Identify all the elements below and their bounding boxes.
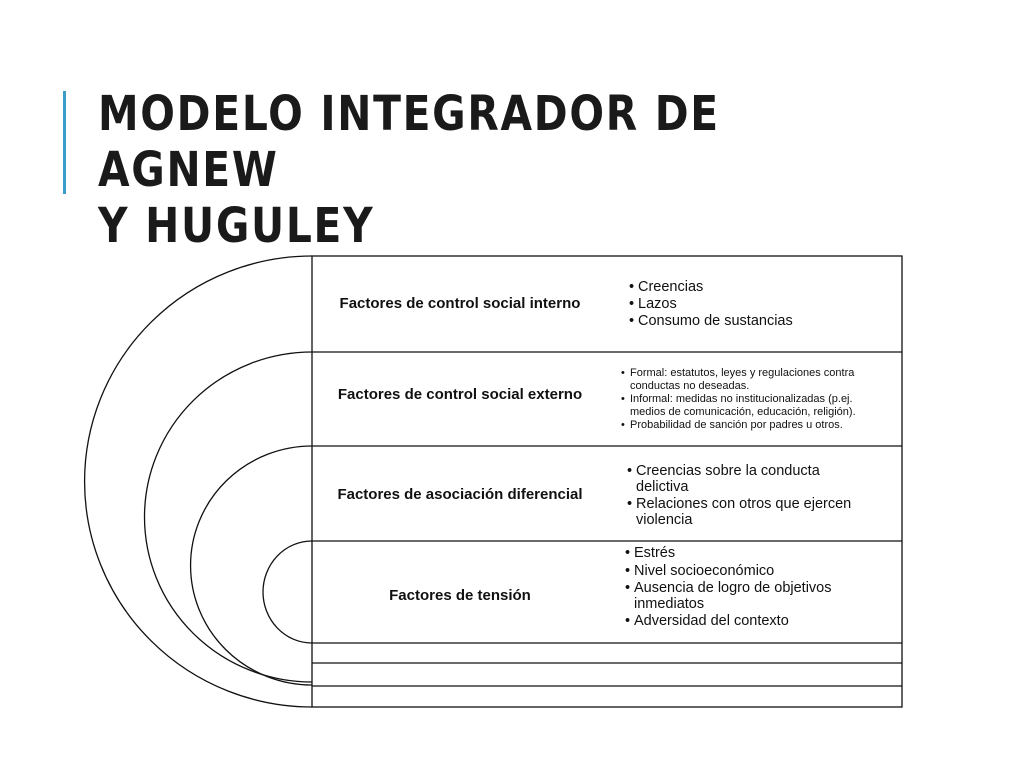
list-item: • Lazos	[629, 296, 889, 313]
list-item: • Probabilidad de sanción por padres u otros.	[621, 419, 883, 432]
list-item: • Ausencia de logro de objetivos inmediatos	[625, 581, 865, 612]
row-items-differential-association	[627, 464, 867, 530]
row-label-internal-control: Factores de control social interno	[339, 295, 581, 312]
list-item: • Formal: estatutos, leyes y regulaciones contra conductas no deseadas.	[621, 367, 883, 392]
list-item: • Adversidad del contexto	[625, 614, 865, 630]
list-item: • Creencias	[629, 279, 889, 296]
row-items-internal-control	[629, 279, 889, 330]
list-item: • Consumo de sustancias	[629, 313, 889, 330]
row-items-external-control	[621, 367, 883, 433]
slide-title-line-2: Y HUGULEY	[98, 198, 375, 254]
row-label-external-control: Factores de control social externo	[337, 386, 583, 403]
row-label-differential-association: Factores de asociación diferencial	[337, 486, 583, 503]
list-item: • Estrés	[625, 546, 865, 562]
arc-level-2	[145, 352, 312, 682]
list-item: • Creencias sobre la conducta delictiva	[627, 464, 867, 495]
list-item: • Informal: medidas no institucionalizadas (p.ej. medios de comunicación, educación, religión).	[621, 393, 883, 418]
list-item: • Nivel socioeconómico	[625, 564, 865, 580]
list-item: • Relaciones con otros que ejercen violencia	[627, 497, 867, 528]
arc-level-3	[191, 446, 312, 685]
arc-outer	[85, 256, 312, 707]
arc-inner	[263, 541, 312, 643]
slide-title-line-1: MODELO INTEGRADOR DE AGNEW	[98, 86, 720, 198]
row-items-strain	[625, 546, 865, 632]
row-label-strain: Factores de tensión	[389, 587, 531, 604]
